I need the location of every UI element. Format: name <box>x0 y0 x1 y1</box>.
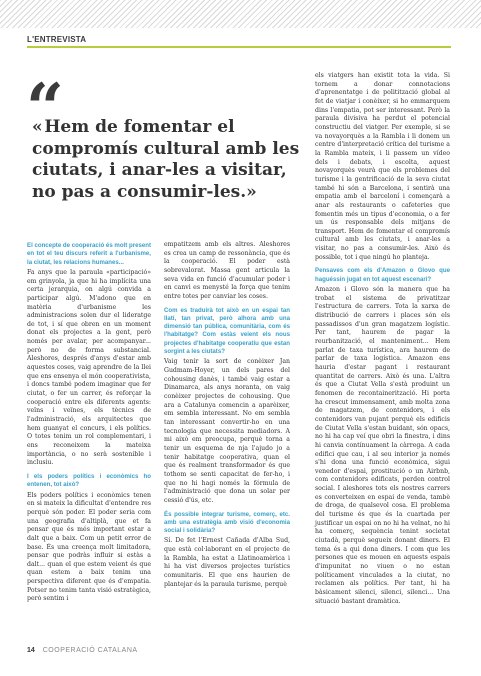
publication-name: COOPERACIÓ CATALANA <box>42 647 138 654</box>
page-footer <box>27 647 138 654</box>
quote-mark-icon: “ <box>26 69 58 147</box>
answer-3: Vaig tenir la sort de conèixer Jan Gudmam-Hoyer, un dels pares del cohousing danès, i també vaig estar a Dinamarca, als anys noranta, on vaig conèixer projectes de cohousing. Que ara a Catalunya comencin a aparèixer, em sembla interessant. No em sembla tan interessant convertir-ho en una tecnologia que necessita mediadors. A mi això em preocupa, perquè torna a tenir un esquema de nja l'ajudo jo a tenir habitatge cooperativa, quan el que és realment transformador és que tothom se senti capacitat de fer-ho, i que no hi hagi només la fórmula de l'administració que dona un solar per cessió d'ús, etc. <box>164 358 290 504</box>
answer-2-cont: empatitzem amb els altres. Aleshores es crea un camp de ressonància, que és la cooperació. El poder està sobrevalorat. Massa gent articula la seva vida en funció d'acumular poder i en canvi es menysté la força que tenim entre totes per canviar les coses. <box>164 241 290 300</box>
column-2 <box>164 241 290 589</box>
answer-5: Amazon i Glovo són la manera que ha trobat el sistema de privatitzar l'estructura de carrers. Tota la xarxa de distribució de carrers i places són els passadissos d'un gran magatzem logístic. Per tant, haurem de pagar la reurbanització, el manteniment... Hem parlat de taxa turística, ara haurem de parlar de taxa logística. Amazon ens hauria d'estar pagant i restaurant quantitat de carrers. Això és una. L'altra és que a Ciutat Vella s'està produint un fenomen de recontainerització. Hi porta ha crescut immensament, amb molta zona de magatzem, de contenidors, i els contenidors van pujant perquè els edificis de Ciutat Vella s'estan buidant, són opacs, no hi ha cap veí que obri la finestra, i dins hi canvia contínuament la càrrega. A cada edifici que cau, i al seu interior ja només s'hi dona una funció econòmica, sigui venedor d'espai, prostitució o un Airbnb, com contenidors edificats, perden control social. I aleshores tots els nostres carrers es converteixen en espai de venda, tambè de droga, de qualsevol cosa. El problema del turisme és que és la cuartada per justificar un espai on no hi ha veïnat, no hi ha comerç, sequència tenint societat ciutadà, perquè segueix donant diners. El tema és a qui dona diners. I com que les persones que es mouen en aquests espais d'impunitat no viuen o no estan políticament vinculades a la ciutat, no reclamen als polítics. Per tant, hi ha bàsicament silenci, silenci, silenci... Una situació bastant dramàtica. <box>315 286 450 605</box>
page-number: 14 <box>27 647 35 654</box>
question-2: I els poders polítics i econòmics ho entenen, tot això? <box>27 472 151 489</box>
question-3: Com es traduirà tot això en un espai tan llatí, tan privat, però alhora amb una dimensió tan pública, comunitària, com és l'habitatge? Com estàs veient els nous projectes d'habitatge cooperatiu que estan sorgint a les ciutats? <box>164 306 290 356</box>
question-1: El concepte de cooperació és molt present en tot el teu discurs referit a l'urbanisme, la ciutat, les relacions humanes... <box>27 242 151 266</box>
column-1 <box>27 242 151 604</box>
answer-4: Sí. De fet l'Ernest Cañada d'Alba Sud, que està col·laborant en el projecte de la Rambla, ha estat a Llatinoamèrica i hi ha vist diversos projectes turístics comunitaris. El que ens haurien de plantejar és la paraula turisme, perquè <box>164 537 290 588</box>
section-label: L'ENTREVISTA <box>27 35 87 44</box>
headline-quote: « Hem de fomentar el compromís cultural amb les ciutats, i anar-les a visitar, no pas a consumir-les.» <box>32 117 300 202</box>
question-4: És possible integrar turisme, comerç, etc. amb una estratègia amb visió d'economia social i solidària? <box>164 510 290 535</box>
answer-2: Els poders polítics i econòmics tenen en si mateix la dificultat d'entendre res perquè són poder. El poder seria com una geografia d'altiplà, que et fa pensar que és més important estar a dalt que a baix. Com un petit error de base. És una creença molt limitadora, pensar que podràs influir si estàs a dalt... quan el que estem veient és que quan estem a baix tenim una perspectiva diferent que és d'empatia. Potser no tenim tanta visió estratègica, però sentim i <box>27 491 151 603</box>
section-rule <box>27 46 451 48</box>
column-3 <box>315 72 450 606</box>
header-hatch-pattern <box>0 0 481 28</box>
header-band <box>0 0 481 34</box>
answer-1: Fa anys que la paraula «participació» em grinyola, ja que hi ha implícita una certa jerarquia, on algú convida a participar algú. M'adono que en matèria d'urbanisme les administracions solen dur el lideratge de tot, i sí que obren en un moment donat els projectes a la gent, però només per avalar, per acompanyar... però no de forma substancial. Aleshores, després d'anys d'estar amb aquestes coses, vaig aprendre de la llei que ens ensenya el món cooperativista, i doncs també podem imaginar que fer ciutat, o fer un carrer, és reforçar la cooperació entre els diferents agents: veïns i veïnes, els tècnics de l'administració, els arquitectes que hem guanyat el concurs, i els polítics. O totes tenim un rol complementari, i ens reconeixem la mateixa importància, o no serà sostenible i inclusiu. <box>27 268 151 467</box>
question-5: Pensaves com els d'Amazon o Glovo que haguéssin jugat en tot aquest escenari? <box>315 267 450 283</box>
answer-4-cont: els viatgers han existit tota la vida. Si tornem a donar connotacions d'aprenentatge i de politització global al fet de viatjar i conèixer, si ho emmarquem dins l'empatia, pot ser interessant. Però la paraula divisiva ha perdut el potencial constructiu del viatger. Per exemple, si se va novayorquès a la Rambla i li donem un centre d'interpretació crítica del turisme a la Rambla mateix, i li passem un vídeo dels i debats, i escolta, aquest novayorquès veurà que els problemes del turisme i la gentrificació de la seva ciutat també hi són a Barcelona, i sentirà una empatia amb el barceloní i començarà a anar als restaurants o cafeteries que fomentin més un tipus d'economia, o a fer un ús responsable dels mitjans de transport. Hem de fomentar el compromís cultural amb les ciutats, i anar-les a visitar, no pas a consumir-les. Això és possible, tot i que ningú ho planteja. <box>315 72 450 261</box>
